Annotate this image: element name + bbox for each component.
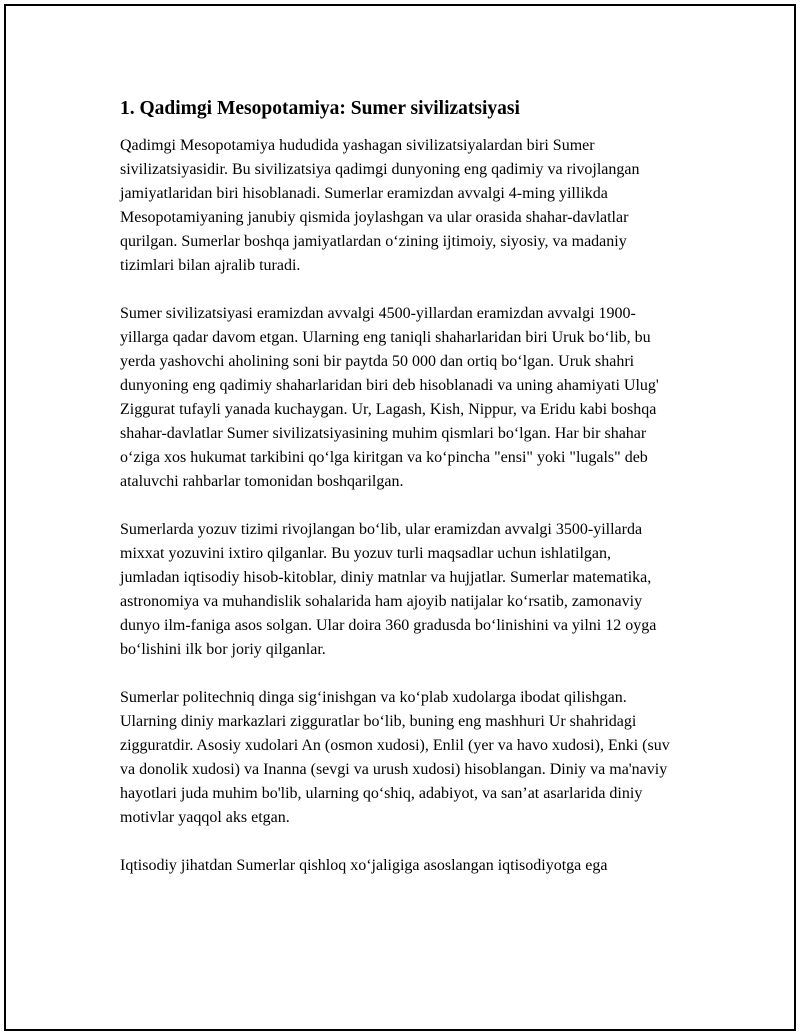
paragraph-writing-science: Sumerlarda yozuv tizimi rivojlangan bo‘lib, ular eramizdan avvalgi 3500-yillarda mixxat yozuvini ixtiro qilganlar. Bu yozuv turli maqsadlar uchun ishlatilgan, jumladan iqtisodiy hisob-kitoblar, diniy matnlar va hujjatlar. Sumerlar matematika, astronomiya va muhandislik sohalarida ham ajoyib natijalar ko‘rsatib, zamonaviy dunyo ilm-faniga asos solgan. Ular doira 360 gradusda bo‘linishini va yilni 12 oyga bo‘lishini ilk bor joriy qilganlar. xyxy=(120,521,657,658)
paragraph-city-states: Sumer sivilizatsiyasi eramizdan avvalgi 4500-yillardan eramizdan avvalgi 1900-yillarga qadar davom etgan. Ularning eng taniqli shaharlaridan biri Uruk bo‘lib, bu yerda yashovchi aholining soni bir paytda 50 000 dan ortiq bo‘lgan. Uruk shahri dunyoning eng qadimiy shaharlaridan biri deb hisoblanadi va uning ahamiyati Ulug' Ziggurat tufayli yanada kuchaygan. Ur, Lagash, Kish, Nippur, va Eridu kabi boshqa shahar-davlatlar Sumer sivilizatsiyasining muhim qismlari bo‘lgan. Har bir shahar o‘ziga xos hukumat tarkibini qo‘lga kiritgan va ko‘pincha "ensi" yoki "lugals" deb ataluvchi rahbarlar tomonidan boshqarilgan. xyxy=(120,305,659,490)
document-body xyxy=(120,97,672,902)
paragraph-intro: Qadimgi Mesopotamiya hududida yashagan sivilizatsiyalardan biri Sumer sivilizatsiyasidir. Bu sivilizatsiya qadimgi dunyoning eng qadimiy va rivojlangan jamiyatlaridan biri hisoblanadi. Sumerlar eramizdan avvalgi 4-ming yillikda Mesopotamiyaning janubiy qismida joylashgan va ular orasida shahar-davlatlar qurilgan. Sumerlar boshqa jamiyatlardan o‘zining ijtimoiy, siyosiy, va madaniy tizimlari bilan ajralib turadi. xyxy=(120,137,640,274)
section-heading: 1. Qadimgi Mesopotamiya: Sumer sivilizatsiyasi xyxy=(120,98,520,119)
document-page xyxy=(4,4,796,1031)
paragraph-economy: Iqtisodiy jihatdan Sumerlar qishloq xo‘jaligiga asoslangan iqtisodiyotga ega xyxy=(120,857,608,874)
paragraph-religion: Sumerlar politechniq dinga sig‘inishgan va ko‘plab xudolarga ibodat qilishgan. Ularning diniy markazlari zigguratlar bo‘lib, buning eng mashhuri Ur shahridagi zigguratdir. Asosiy xudolari An (osmon xudosi), Enlil (yer va havo xudosi), Enki (suv va donolik xudosi) va Inanna (sevgi va urush xudosi) hisoblangan. Diniy va ma'naviy hayotlari juda muhim bo'lib, ularning qo‘shiq, adabiyot, va san’at asarlarida diniy motivlar yaqqol aks etgan. xyxy=(120,689,670,826)
